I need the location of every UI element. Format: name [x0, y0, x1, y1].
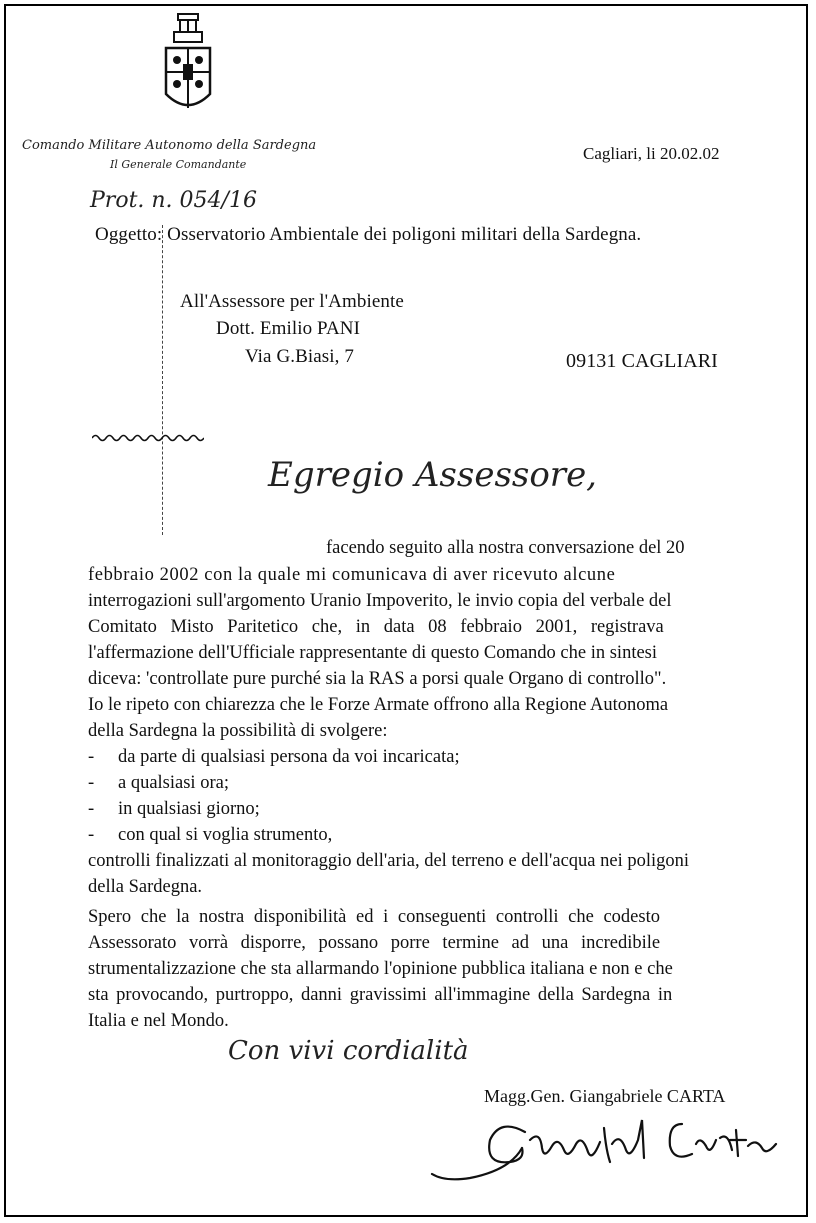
body-line: Io le ripeto con chiarezza che le Forze Armate offrono alla Regione Autonoma	[88, 695, 669, 715]
body-line: l'affermazione dell'Ufficiale rappresentante di questo Comando che in sintesi	[88, 643, 658, 663]
list-item: - a qualsiasi ora;	[88, 773, 229, 793]
list-item: - con qual si voglia strumento,	[88, 825, 333, 845]
closing: Con vivi cordialità	[228, 1036, 469, 1066]
wavy-divider	[92, 432, 204, 442]
subject-text: Osservatorio Ambientale dei poligoni militari della Sardegna.	[167, 224, 642, 245]
signature-name: Magg.Gen. Giangabriele CARTA	[484, 1086, 726, 1106]
body-line: febbraio 2002 con la quale mi comunicava di aver ricevuto alcune	[88, 565, 616, 585]
list-item: - in qualsiasi giorno;	[88, 799, 260, 819]
body-line: Italia e nel Mondo.	[88, 1011, 229, 1031]
place-date: Cagliari, li 20.02.02	[583, 144, 720, 163]
body-line: sta provocando, purtroppo, danni gravissimi all'immagine della Sardegna in	[88, 985, 673, 1005]
body-line: Comitato Misto Paritetico che, in data 08 febbraio 2001, registrava	[88, 617, 664, 637]
subject-label: Oggetto:	[95, 224, 163, 245]
coat-of-arms-icon	[160, 12, 216, 116]
recipient-line-1: All'Assessore per l'Ambiente	[180, 291, 404, 312]
body-line: della Sardegna la possibilità di svolgere:	[88, 721, 388, 741]
body-line: Spero che la nostra disponibilità ed i conseguenti controlli che codesto	[88, 907, 660, 927]
body-line: strumentalizzazione che sta allarmando l'opinione pubblica italiana e non e che	[88, 959, 673, 979]
commander-title: Il Generale Comandante	[110, 158, 247, 171]
body-line: della Sardegna.	[88, 877, 203, 897]
body-line: controlli finalizzati al monitoraggio dell'aria, del terreno e dell'acqua nei poligoni	[88, 851, 690, 871]
margin-guide	[162, 225, 163, 535]
recipient-line-2: Dott. Emilio PANI	[216, 318, 361, 339]
protocol-number: Prot. n. 054/16	[90, 188, 257, 213]
subject-line	[95, 224, 641, 246]
recipient-city: 09131 CAGLIARI	[566, 350, 718, 372]
list-item: - da parte di qualsiasi persona da voi incaricata;	[88, 747, 460, 767]
handwritten-signature-icon	[430, 1110, 790, 1190]
body-line: diceva: 'controllate pure purché sia la RAS a porsi quale Organo di controllo".	[88, 669, 667, 689]
unit-name: Comando Militare Autonomo della Sardegna	[22, 138, 317, 153]
body-line: Assessorato vorrà disporre, possano porre termine ad una incredibile	[88, 933, 661, 953]
recipient-line-3: Via G.Biasi, 7	[245, 346, 354, 367]
salutation: Egregio Assessore,	[268, 455, 597, 495]
body-line: interrogazioni sull'argomento Uranio Impoverito, le invio copia del verbale del	[88, 591, 672, 611]
body-line: facendo seguito alla nostra conversazione del 20	[326, 538, 685, 558]
